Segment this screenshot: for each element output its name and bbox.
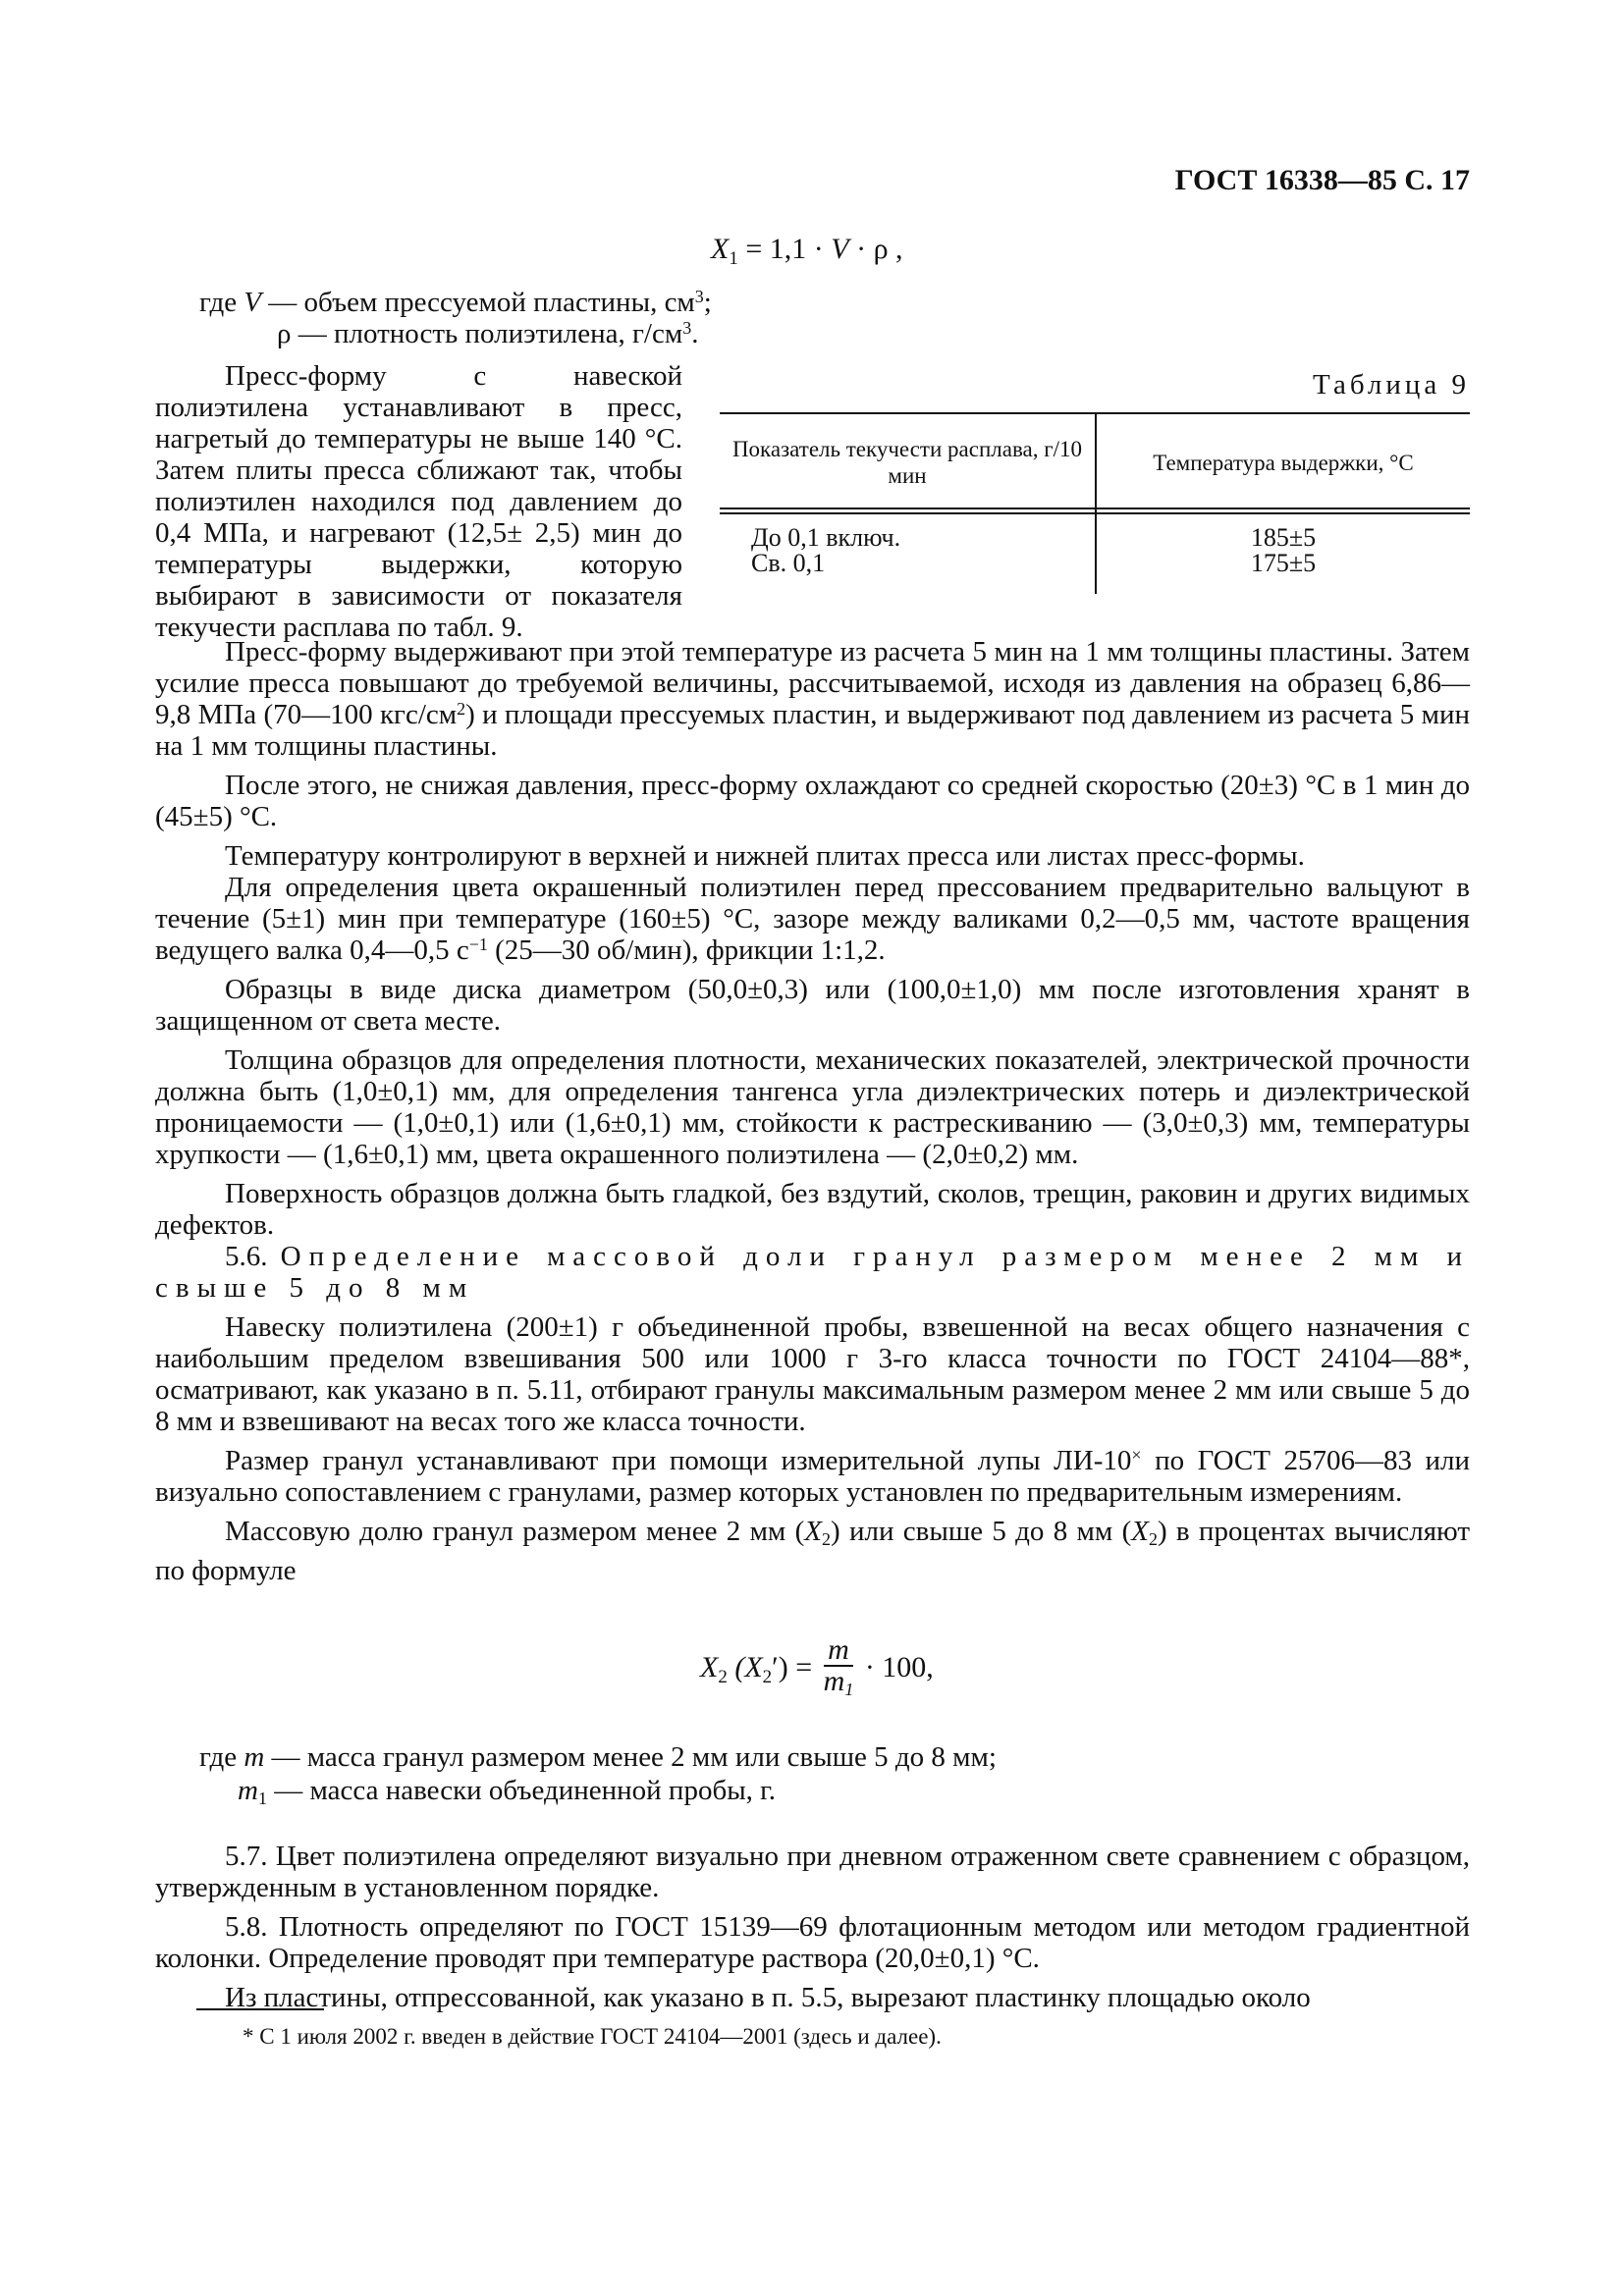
- formula-x1-lhs: X: [711, 233, 730, 265]
- formula-x2-paren-end: ′) =: [772, 1650, 820, 1683]
- where2-var-m: m: [243, 1741, 265, 1773]
- formula-x1-lhs-sub: 1: [729, 248, 738, 269]
- section-5-6-title: Определение массовой доли гранул размером менее 2 мм и свыше 5 до 8 мм: [155, 1241, 1471, 1304]
- table9-col2-header: Температура выдержки, °С: [1153, 451, 1414, 475]
- para-color-a: Для определения цвета окрашенный полиэтилен перед прессованием предварительно вальцуют в течение (5±1) мин при температуре (160±5) °С, зазоре между валиками 0,2—0,5 мм, частоте вращения ведущего валка 0,4—0,5 с: [155, 872, 1470, 966]
- table9-col2-cells: [1097, 525, 1470, 576]
- para-mass-b: ) или свыше 5 до 8 мм (: [830, 1516, 1132, 1547]
- page-header: ГОСТ 16338—85 С. 17: [1174, 164, 1470, 196]
- para-surface: Поверхность образцов должна быть гладкой, без вздутий, сколов, трещин, раковин и других видимых дефектов.: [155, 1178, 1470, 1241]
- para-press: [155, 636, 1470, 762]
- para-press-sup: 2: [457, 699, 466, 719]
- formula-x1-rho: · ρ ,: [848, 233, 903, 265]
- para-sample: Навеску полиэтилена (200±1) г объединенной пробы, взвешенной на весах общего назначения с наибольшим пределом взвешивания 500 или 1000 г 3-го класса точности по ГОСТ 24104—88*, осматривают, как указано в п. 5.11, отбирают гранулы максимальным размером менее 2 мм или свыше 5 до 8 мм и взвешивают на весах того же класса точности.: [155, 1311, 1470, 1437]
- formula-x2-paren-sub: 2: [762, 1666, 773, 1687]
- footnote-rule: [196, 2008, 324, 2010]
- where2-text2: — масса навески объединенной пробы, г.: [266, 1775, 777, 1806]
- where1-sup1: 3: [694, 287, 704, 306]
- formula-x2-den-sub: 1: [844, 1680, 854, 1699]
- where1-text1: — объем прессуемой пластины, см: [261, 287, 695, 318]
- float-paragraph: [155, 360, 682, 643]
- where1-text2: ρ — плотность полиэтилена, г/см: [277, 318, 683, 349]
- formula-x2-tail: · 100,: [857, 1650, 934, 1683]
- float-paragraph-text: Пресс-форму с навеской полиэтилена устанавливают в пресс, нагретый до температуры не выше 140 °С. Затем плиты пресса сближают так, чтобы полиэтилен находился под давлением до 0,4 МПа, и нагревают (12,5± 2,5) мин до температуры выдержки, которую выбирают в зависимости от показателя текучести расплава по табл. 9.: [155, 360, 682, 643]
- where1-end2: .: [691, 318, 699, 349]
- formula-x2-lhs: X: [700, 1650, 719, 1683]
- para-last: Из пластины, отпрессованной, как указано в п. 5.5, вырезают пластинку площадью около: [225, 1982, 1311, 2013]
- formula-x2-denominator: [824, 1667, 854, 1704]
- table9-row2-col2: 175±5: [1250, 549, 1317, 577]
- formula-x2-numerator: m: [824, 1635, 854, 1667]
- where1-pre: где: [199, 287, 244, 318]
- formula-x1-rhs: = 1,1 ·: [737, 233, 832, 265]
- where2-pre: где: [199, 1741, 244, 1773]
- table9-caption: Таблица 9: [1312, 369, 1470, 400]
- formula-x1: [711, 232, 903, 277]
- para-5-7: 5.7. Цвет полиэтилена определяют визуально при дневном отраженном свете сравнением с образцом, утвержденным в установленном порядке.: [155, 1841, 1470, 1903]
- formula-x2-den-var: m: [823, 1665, 845, 1697]
- body-block-1: [155, 636, 1470, 1586]
- where2-line1: [199, 1741, 997, 1773]
- para-size: [155, 1445, 1470, 1508]
- para-mass-a: Массовую долю гранул размером менее 2 мм (: [225, 1516, 805, 1547]
- table9-col1-cells: [751, 525, 1085, 576]
- table9-row1-col2: 185±5: [1250, 523, 1317, 552]
- table9-col1-header: Показатель текучести расплава, г/10 мин: [731, 437, 1083, 488]
- para-cool: После этого, не снижая давления, пресс-форму охлаждают со средней скоростью (20±3) °С в 1 мин до (45±5) °С.: [155, 770, 1470, 832]
- para-disk: Образцы в виде диска диаметром (50,0±0,3) или (100,0±1,0) мм после изготовления хранят в защищенном от света месте.: [155, 974, 1470, 1037]
- para-color: [155, 872, 1470, 966]
- para-press-b: ) и площади прессуемых пластин, и выдерживают под давлением из расчета 5 мин на 1 мм толщины пластины.: [155, 699, 1470, 762]
- para-mass-x2: X: [804, 1516, 822, 1547]
- section-5-6-heading: [155, 1241, 1470, 1304]
- table9-row2-col1: Св. 0,1: [751, 549, 826, 577]
- para-color-sup: −1: [468, 934, 488, 954]
- formula-x2-lhs-sub: 2: [718, 1666, 728, 1687]
- where2-var-m1: m: [238, 1775, 258, 1806]
- para-mass-c: ) в процентах вычисляют по формуле: [155, 1516, 1470, 1586]
- where2-text1: — масса гранул размером менее 2 мм или свыше 5 до 8 мм;: [264, 1741, 997, 1773]
- para-mass-x2-sub: 2: [821, 1529, 831, 1549]
- section-5-6-number: 5.6.: [225, 1241, 268, 1272]
- para-temp: Температуру контролируют в верхней и нижней плитах пресса или листах пресс-формы.: [225, 840, 1305, 872]
- para-thick: Толщина образцов для определения плотности, механических показателей, электрической прочности должна быть (1,0±0,1) мм, для определения тангенса угла диэлектрических потерь и диэлектрической проницаемости — (1,0±0,1) или (1,6±0,1) мм, стойкости к растрескиванию — (3,0±0,3) мм, температуры хрупкости — (1,6±0,1) мм, цвета окрашенного полиэтилена — (2,0±0,2) мм.: [155, 1044, 1470, 1170]
- para-press-a: Пресс-форму выдерживают при этой температуре из расчета 5 мин на 1 мм толщины пластины. Затем усилие пресса повышают до требуемой величины, рассчитываемой, исходя из давления на образец 6,86—9,8 МПа (70—100 кгс/см: [155, 636, 1470, 730]
- para-mass-x2p: X: [1131, 1516, 1149, 1547]
- where1-sup2: 3: [682, 318, 692, 338]
- para-color-b: (25—30 об/мин), фрикции 1:1,2.: [487, 934, 886, 966]
- para-mass-x2p-sub: 2: [1148, 1529, 1158, 1549]
- para-5-8: 5.8. Плотность определяют по ГОСТ 15139—69 флотационным методом или методом градиентной колонки. Определение проводят при температуре раствора (20,0±0,1) °С.: [155, 1911, 1470, 1974]
- formula-x2-paren: (X: [727, 1650, 763, 1683]
- footnote: * С 1 июля 2002 г. введен в действие ГОСТ 24104—2001 (здесь и далее).: [243, 2024, 942, 2049]
- table9-row1-col1: До 0,1 включ.: [751, 523, 901, 552]
- where2-var-m1-sub: 1: [257, 1789, 267, 1808]
- where1-end1: ;: [703, 287, 712, 318]
- formula-x2: [700, 1635, 934, 1704]
- para-size-b: по ГОСТ 25706—83 или визуально сопоставлением с гранулами, размер которых установлен по предварительным измерениям.: [155, 1445, 1470, 1508]
- where1-line2: [277, 318, 698, 349]
- para-size-sup: ×: [1131, 1445, 1142, 1465]
- body-block-2: [155, 1841, 1470, 2013]
- formula-x2-fraction: [824, 1635, 854, 1704]
- para-size-a: Размер гранул устанавливают при помощи измерительной лупы ЛИ-10: [225, 1445, 1132, 1476]
- where1-var-v: V: [243, 287, 262, 318]
- para-mass: [155, 1516, 1470, 1586]
- formula-x1-v: V: [831, 233, 849, 265]
- where2-line2: [238, 1775, 776, 1814]
- where1-line1: [199, 287, 712, 318]
